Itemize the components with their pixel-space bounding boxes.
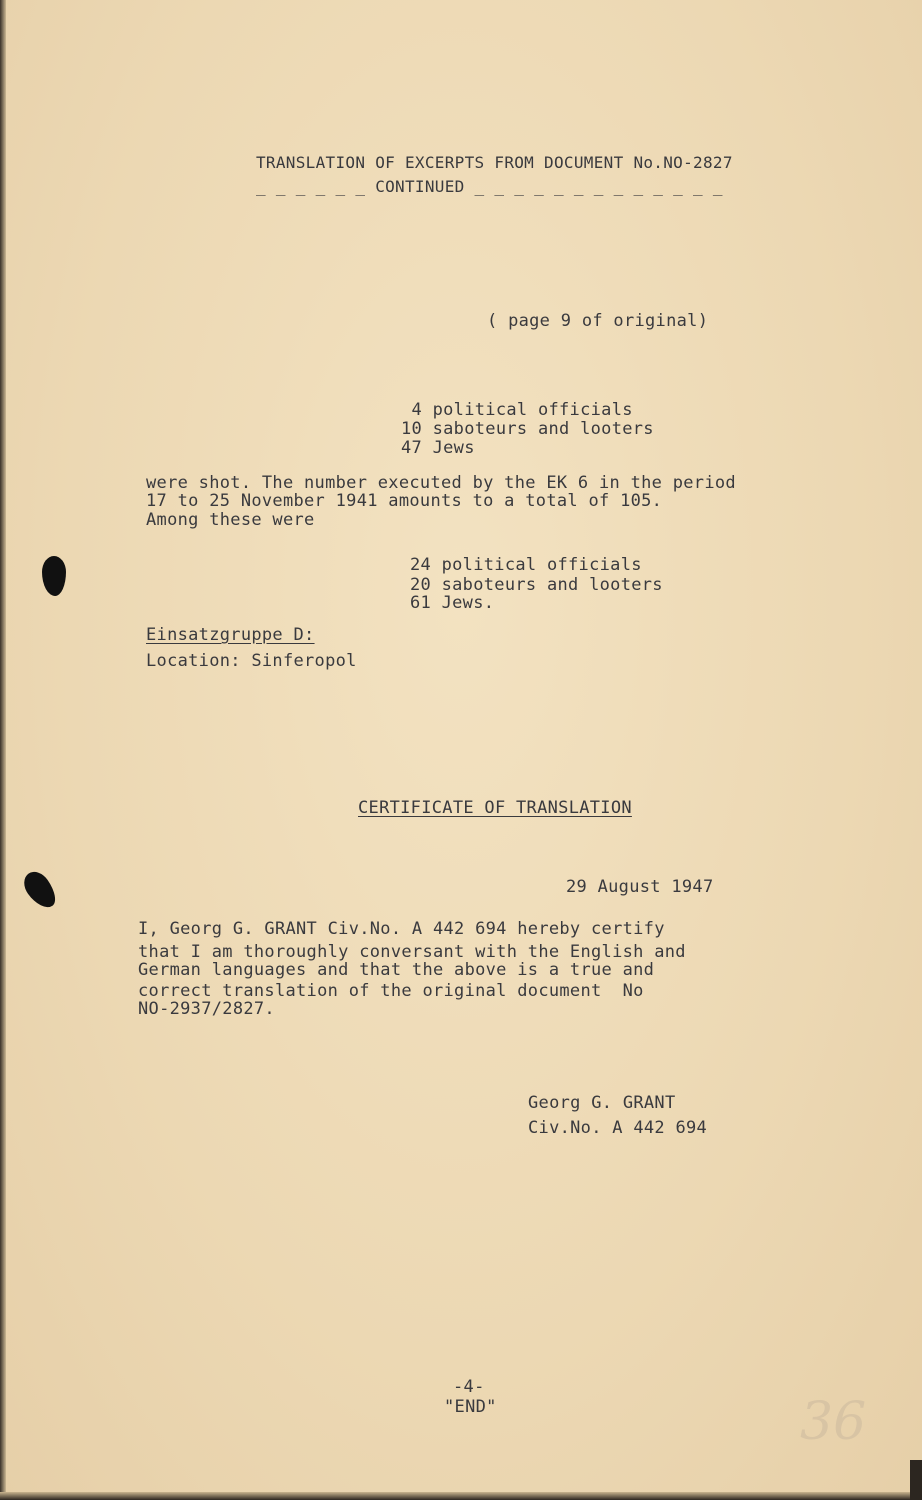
- page-bottom-edge: [0, 1492, 922, 1500]
- document-title: TRANSLATION OF EXCERPTS FROM DOCUMENT No.NO-2827: [256, 153, 733, 172]
- paragraph-line: were shot. The number executed by the EK 6 in the period: [146, 473, 736, 493]
- certificate-line: NO-2937/2827.: [138, 999, 275, 1019]
- list1-item: 47 Jews: [401, 438, 475, 458]
- page-number: -4-: [453, 1377, 485, 1397]
- certificate-line: German languages and that the above is a true and: [138, 960, 655, 980]
- punch-hole-bottom: [19, 867, 62, 914]
- page-reference: ( page 9 of original): [487, 311, 709, 331]
- continued-line: _ _ _ _ _ _ CONTINUED _ _ _ _ _ _ _ _ _ _ _ _ _: [256, 177, 723, 196]
- signature-name: Georg G. GRANT: [528, 1093, 676, 1113]
- paragraph-line: Among these were: [146, 510, 315, 530]
- list1-item: 10 saboteurs and looters: [401, 419, 654, 439]
- list1-item: 4 political officials: [401, 400, 633, 420]
- page-left-edge: [0, 0, 6, 1500]
- list2-item: 20 saboteurs and looters: [410, 575, 663, 595]
- signature-civ-no: Civ.No. A 442 694: [528, 1118, 708, 1138]
- page-corner-shadow: [910, 1460, 922, 1500]
- list2-item: 61 Jews.: [410, 593, 495, 613]
- punch-hole-top: [42, 556, 66, 596]
- certificate-line: correct translation of the original document No: [138, 981, 644, 1001]
- certificate-line: I, Georg G. GRANT Civ.No. A 442 694 hereby certify: [138, 919, 665, 939]
- einsatzgruppe-heading: Einsatzgruppe D:: [146, 625, 315, 645]
- certificate-date: 29 August 1947: [566, 877, 714, 897]
- certificate-title: CERTIFICATE OF TRANSLATION: [358, 798, 632, 818]
- end-marker: "END": [444, 1397, 497, 1417]
- handwritten-page-number: 36: [800, 1392, 867, 1452]
- certificate-line: that I am thoroughly conversant with the English and: [138, 942, 686, 962]
- list2-item: 24 political officials: [410, 555, 642, 575]
- paragraph-line: 17 to 25 November 1941 amounts to a total of 105.: [146, 491, 663, 511]
- location-line: Location: Sinferopol: [146, 651, 357, 671]
